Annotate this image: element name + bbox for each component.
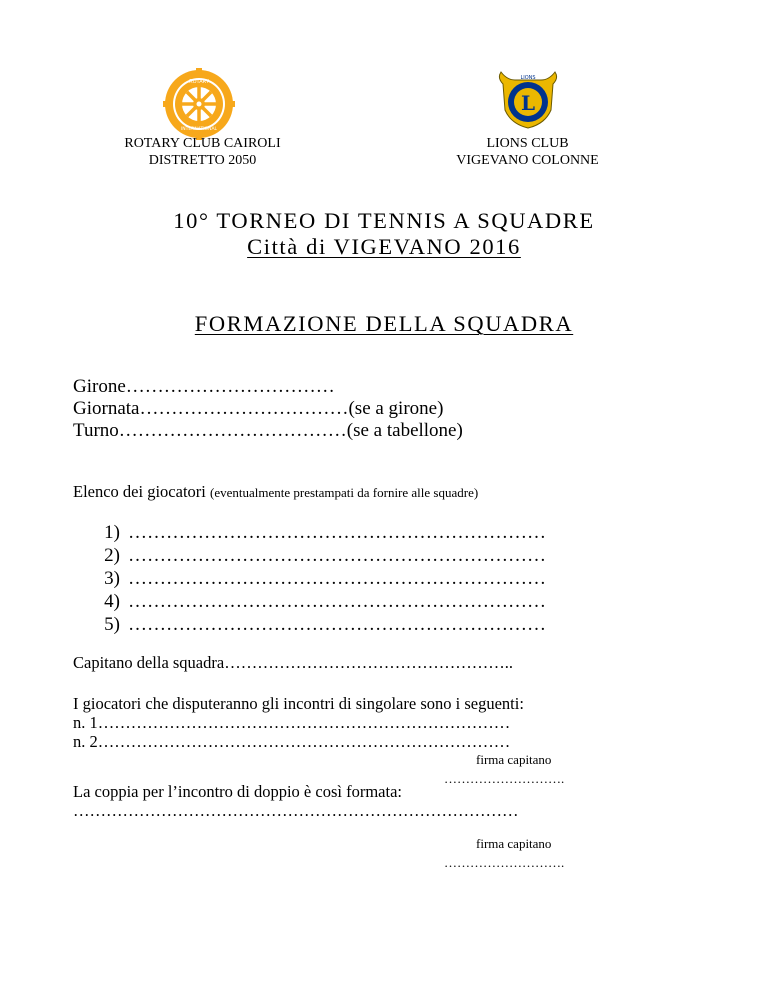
list-item-dots: ………………………………………………………… [128, 522, 546, 543]
svg-text:L: L [520, 91, 536, 115]
singles-intro: I giocatori che disputeranno gli incontri di singolare sono i seguenti: [73, 694, 524, 713]
list-item [94, 591, 546, 613]
singles-signature-line: ………………………. [444, 771, 565, 786]
svg-text:ROTARY: ROTARY [189, 79, 209, 85]
doubles-intro: La coppia per l’incontro di doppio è così formata: [73, 782, 402, 801]
players-label-main: Elenco dei giocatori [73, 482, 210, 501]
list-item-dots: ………………………………………………………… [128, 614, 546, 635]
doubles-pair-line: ……………………………………………………………………… [73, 801, 519, 820]
list-item-number: 1) [104, 522, 120, 543]
turno-field: Turno………………………………(se a tabellone) [73, 420, 463, 441]
giornata-field: Giornata……………………………(se a girone) [73, 398, 444, 419]
list-item-number: 5) [104, 614, 120, 635]
lions-emblem-icon [495, 70, 561, 130]
list-item-number: 2) [104, 545, 120, 566]
list-item [94, 545, 546, 567]
svg-text:LIONS: LIONS [520, 75, 536, 81]
list-item [94, 568, 546, 590]
tournament-subtitle [0, 234, 768, 260]
girone-field: Girone…………………………… [73, 376, 335, 397]
rotary-club-name [95, 135, 310, 169]
lions-club-line2: VIGEVANO COLONNE [456, 153, 599, 168]
tournament-subtitle-text: Città di VIGEVANO 2016 [247, 234, 521, 259]
rotary-club-line1: ROTARY CLUB CAIROLI [124, 136, 281, 151]
section-title-text: FORMAZIONE DELLA SQUADRA [194, 311, 574, 336]
doubles-signature-label: firma capitano [476, 836, 552, 851]
players-label-note: (eventualmente prestampati da fornire alle squadre) [210, 485, 479, 500]
list-item [94, 614, 546, 636]
players-label [73, 482, 478, 503]
rotary-club-line2: DISTRETTO 2050 [148, 153, 257, 168]
singles-signature-label: firma capitano [476, 752, 552, 767]
tournament-title: 10° TORNEO DI TENNIS A SQUADRE [173, 208, 595, 233]
lions-club-name [420, 135, 635, 169]
captain-field: Capitano della squadra…………………………………………….. [73, 653, 513, 672]
singles-player-1: n. 1………………………………………………………………… [73, 713, 511, 732]
lions-club-line1: LIONS CLUB [486, 136, 569, 151]
doubles-signature-line: ………………………. [444, 855, 565, 870]
section-title [0, 311, 768, 337]
list-item-dots: ………………………………………………………… [128, 591, 546, 612]
list-item-dots: ………………………………………………………… [128, 545, 546, 566]
singles-player-2: n. 2………………………………………………………………… [73, 732, 511, 751]
svg-text:INTERNATIONAL: INTERNATIONAL [180, 127, 218, 132]
list-item-number: 3) [104, 568, 120, 589]
list-item-number: 4) [104, 591, 120, 612]
list-item-dots: ………………………………………………………… [128, 568, 546, 589]
rotary-wheel-icon [163, 68, 235, 140]
list-item [94, 522, 546, 544]
